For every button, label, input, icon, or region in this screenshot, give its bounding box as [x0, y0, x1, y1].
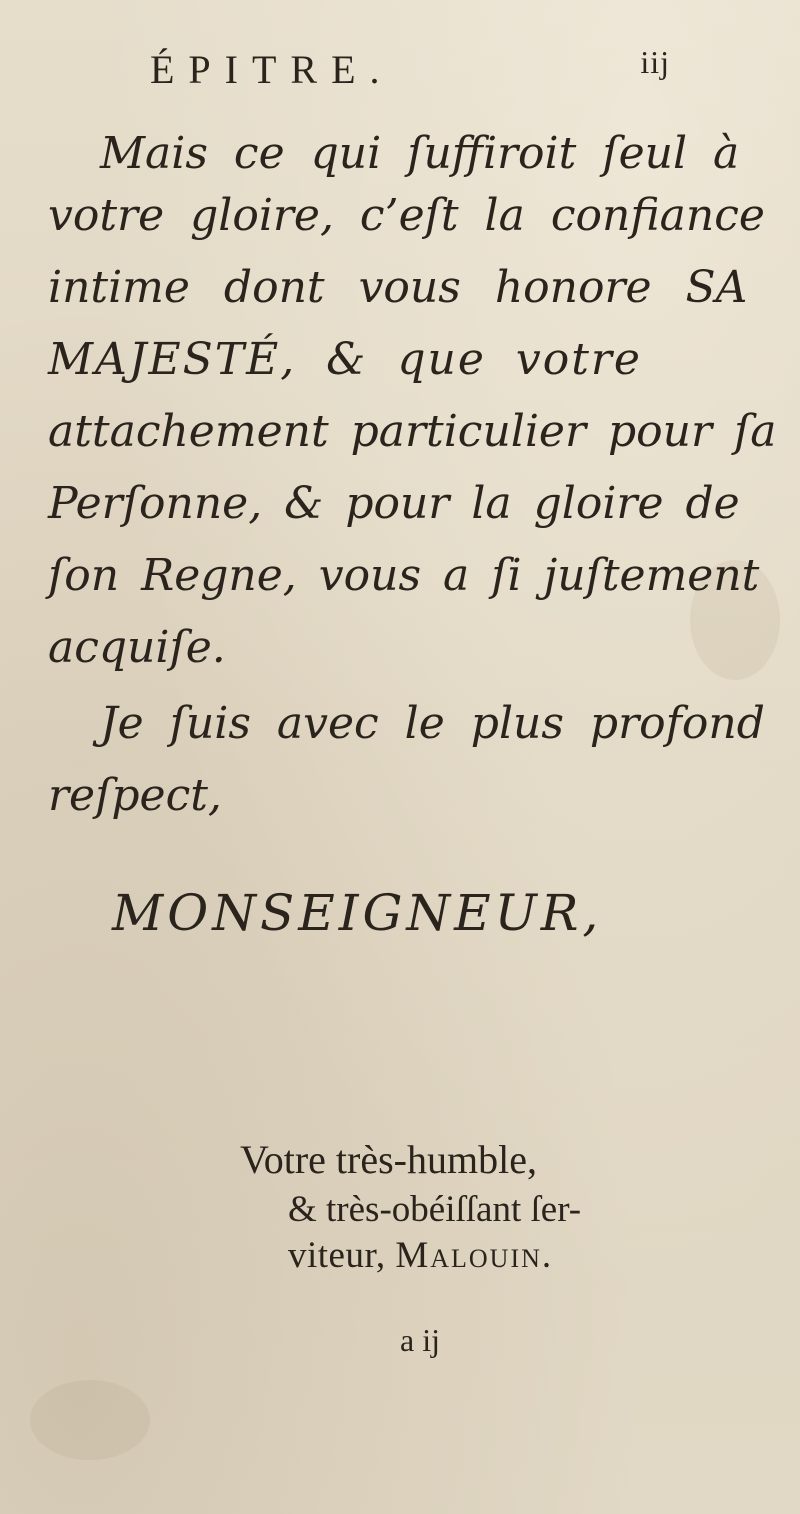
running-title: ÉPITRE.	[150, 47, 394, 92]
text-line: reſpect,	[48, 770, 222, 821]
text-line: MAJESTÉ, & que votre	[48, 334, 642, 385]
paper-stain	[30, 1380, 150, 1460]
text-line: intime dont vous honore SA	[48, 262, 748, 313]
signature-prefix: viteur,	[288, 1235, 396, 1276]
text-line: Mais ce qui ſuffiroit ſeul à	[100, 128, 740, 179]
signature-line	[288, 1234, 553, 1277]
signature-mark: a ij	[400, 1322, 440, 1358]
text-line: Je ſuis avec le plus profond	[100, 698, 765, 749]
signature-line: & très-obéiſſant ſer-	[288, 1189, 582, 1230]
text-line: Perſonne, & pour la gloire de	[48, 478, 740, 529]
text-line: attachement particulier pour ſa	[48, 406, 777, 457]
text-line: ſon Regne, vous a ſi juſtement	[48, 550, 760, 601]
salutation: MONSEIGNEUR,	[112, 884, 603, 942]
page-header	[150, 42, 670, 104]
signature-line: Votre très-humble,	[240, 1137, 537, 1182]
page-number: iij	[640, 44, 670, 80]
author-name: Malouin.	[395, 1235, 554, 1276]
text-line: acquiſe.	[48, 622, 226, 673]
text-line: votre gloire, c’eſt la confiance	[48, 190, 765, 241]
